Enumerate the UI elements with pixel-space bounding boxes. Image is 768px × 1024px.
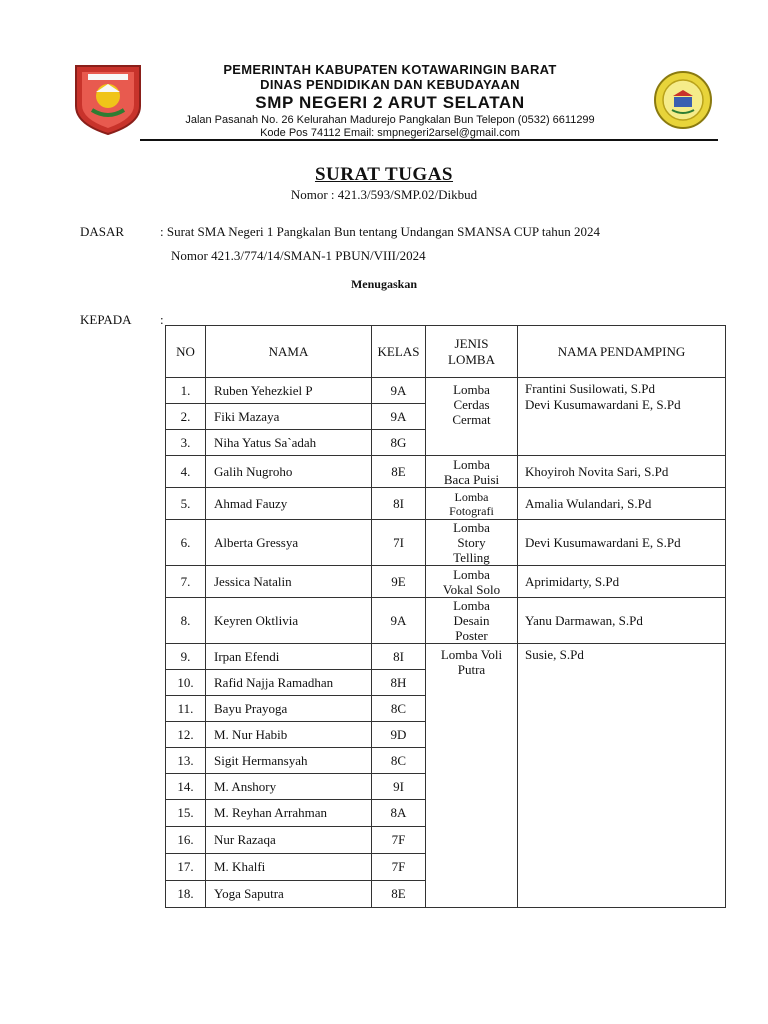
header-no: NO <box>166 326 206 378</box>
jenis-line: Lomba <box>454 489 489 504</box>
dasar-text: : Surat SMA Negeri 1 Pangkalan Bun tentang Undangan SMANSA CUP tahun 2024 <box>160 224 601 239</box>
row-no: 8. <box>166 598 206 644</box>
dasar-label: DASAR <box>80 224 125 239</box>
regency-crest-icon <box>70 62 146 136</box>
letterhead-department: DINAS PENDIDIKAN DAN KEBUDAYAAN <box>260 77 520 92</box>
header-kelas: KELAS <box>372 326 426 378</box>
jenis-line: Lomba <box>453 566 490 582</box>
row-no: 7. <box>166 566 206 598</box>
row-no: 3. <box>166 430 206 456</box>
row-nama: Irpan Efendi <box>206 644 372 670</box>
pendamping-name: Frantini Susilowati, S.Pd <box>525 381 656 396</box>
letterhead-divider <box>140 139 718 141</box>
row-no: 17. <box>166 854 206 881</box>
jenis-lomba-cell <box>426 378 518 456</box>
row-nama: Nur Razaqa <box>206 827 372 854</box>
table-row <box>166 378 726 404</box>
row-nama: Keyren Oktlivia <box>206 598 372 644</box>
jenis-line: Desain <box>453 613 490 628</box>
pendamping-cell <box>518 520 726 566</box>
row-no: 12. <box>166 722 206 748</box>
row-kelas: 9E <box>372 566 426 598</box>
pendamping-name: Devi Kusumawardani E, S.Pd <box>525 397 681 412</box>
row-nama: Yoga Saputra <box>206 881 372 908</box>
row-nama: M. Anshory <box>206 774 372 800</box>
row-kelas: 9I <box>372 774 426 800</box>
row-kelas: 8G <box>372 430 426 456</box>
table-row <box>166 566 726 598</box>
row-no: 18. <box>166 881 206 908</box>
jenis-line: Cermat <box>452 412 491 427</box>
header-pendamping: NAMA PENDAMPING <box>518 326 726 378</box>
table-row <box>166 598 726 644</box>
row-kelas: 8E <box>372 456 426 488</box>
jenis-lomba-cell <box>426 566 518 598</box>
pendamping-name: Amalia Wulandari, S.Pd <box>525 495 652 511</box>
row-nama: Alberta Gressya <box>206 520 372 566</box>
pendamping-cell <box>518 378 726 456</box>
row-no: 5. <box>166 488 206 520</box>
jenis-line: Lomba <box>453 598 490 613</box>
jenis-lomba-cell <box>426 456 518 488</box>
jenis-line: Poster <box>455 628 488 643</box>
row-nama: M. Nur Habib <box>206 722 372 748</box>
row-kelas: 8I <box>372 644 426 670</box>
menugaskan-heading: Menugaskan <box>350 277 418 291</box>
dasar-reference-number: Nomor 421.3/774/14/SMAN-1 PBUN/VIII/2024 <box>171 248 426 263</box>
jenis-lomba-cell <box>426 488 518 520</box>
header-jenis-lomba <box>426 326 518 378</box>
kepada-colon: : <box>160 312 164 327</box>
row-nama: M. Khalfi <box>206 854 372 881</box>
table-row <box>166 488 726 520</box>
row-no: 13. <box>166 748 206 774</box>
table-header-row <box>166 326 726 378</box>
row-kelas: 8C <box>372 748 426 774</box>
row-nama: Niha Yatus Sa`adah <box>206 430 372 456</box>
jenis-lomba-cell <box>426 598 518 644</box>
row-no: 9. <box>166 644 206 670</box>
document-number: Nomor : 421.3/593/SMP.02/Dikbud <box>290 187 478 202</box>
row-no: 1. <box>166 378 206 404</box>
row-nama: Ahmad Fauzy <box>206 488 372 520</box>
jenis-line: Fotografi <box>449 503 494 518</box>
row-kelas: 9A <box>372 404 426 430</box>
letterhead-school-name: SMP NEGERI 2 ARUT SELATAN <box>255 93 525 112</box>
row-no: 4. <box>166 456 206 488</box>
pendamping-cell <box>518 456 726 488</box>
pendamping-name: Yanu Darmawan, S.Pd <box>525 612 643 628</box>
row-kelas: 7I <box>372 520 426 566</box>
jenis-line: Vokal Solo <box>442 581 501 597</box>
jenis-line: Putra <box>457 662 486 677</box>
row-kelas: 8C <box>372 696 426 722</box>
row-nama: Bayu Prayoga <box>206 696 372 722</box>
kepada-label: KEPADA <box>80 312 132 327</box>
jenis-line: Baca Puisi <box>443 471 500 487</box>
row-kelas: 8E <box>372 881 426 908</box>
assignment-table <box>165 325 726 908</box>
row-nama: Fiki Mazaya <box>206 404 372 430</box>
jenis-line: Cerdas <box>453 397 490 412</box>
jenis-line: Lomba Voli <box>440 647 503 662</box>
header-jenis-line1: JENIS <box>454 335 489 351</box>
jenis-line: Lomba <box>453 456 490 472</box>
jenis-line: Story <box>457 535 486 550</box>
pendamping-cell <box>518 488 726 520</box>
row-no: 6. <box>166 520 206 566</box>
jenis-line: Lomba <box>453 382 490 397</box>
row-nama: Galih Nugroho <box>206 456 372 488</box>
pendamping-cell <box>518 566 726 598</box>
jenis-line: Telling <box>453 550 490 565</box>
row-nama: Rafid Najja Ramadhan <box>206 670 372 696</box>
school-emblem-icon <box>648 70 718 130</box>
row-no: 10. <box>166 670 206 696</box>
jenis-lomba-cell <box>426 520 518 566</box>
row-nama: Jessica Natalin <box>206 566 372 598</box>
row-no: 11. <box>166 696 206 722</box>
header-nama: NAMA <box>206 326 372 378</box>
row-no: 2. <box>166 404 206 430</box>
row-kelas: 7F <box>372 854 426 881</box>
row-nama: Sigit Hermansyah <box>206 748 372 774</box>
jenis-line: Lomba <box>453 520 490 535</box>
table-row <box>166 456 726 488</box>
letterhead-government: PEMERINTAH KABUPATEN KOTAWARINGIN BARAT <box>223 62 557 77</box>
pendamping-name: Aprimidarty, S.Pd <box>525 573 620 589</box>
row-kelas: 9D <box>372 722 426 748</box>
row-nama: Ruben Yehezkiel P <box>206 378 372 404</box>
row-kelas: 8A <box>372 800 426 827</box>
pendamping-name: Khoyiroh Novita Sari, S.Pd <box>525 463 669 479</box>
letterhead <box>140 62 640 140</box>
row-kelas: 9A <box>372 378 426 404</box>
pendamping-name: Susie, S.Pd <box>525 647 584 662</box>
table-row <box>166 644 726 670</box>
row-kelas: 7F <box>372 827 426 854</box>
pendamping-cell <box>518 644 726 908</box>
row-kelas: 8H <box>372 670 426 696</box>
row-kelas: 9A <box>372 598 426 644</box>
row-no: 15. <box>166 800 206 827</box>
header-jenis-line2: LOMBA <box>448 351 495 367</box>
pendamping-cell <box>518 598 726 644</box>
document-title: SURAT TUGAS <box>314 164 454 185</box>
letterhead-contact: Kode Pos 74112 Email: smpnegeri2arsel@gmail.com <box>260 127 520 139</box>
pendamping-name: Devi Kusumawardani E, S.Pd <box>525 534 681 550</box>
row-nama: M. Reyhan Arrahman <box>206 800 372 827</box>
jenis-lomba-cell <box>426 644 518 908</box>
row-no: 14. <box>166 774 206 800</box>
table-row <box>166 520 726 566</box>
row-no: 16. <box>166 827 206 854</box>
letterhead-address: Jalan Pasanah No. 26 Kelurahan Madurejo Pangkalan Bun Telepon (0532) 6611299 <box>185 114 595 126</box>
row-kelas: 8I <box>372 488 426 520</box>
